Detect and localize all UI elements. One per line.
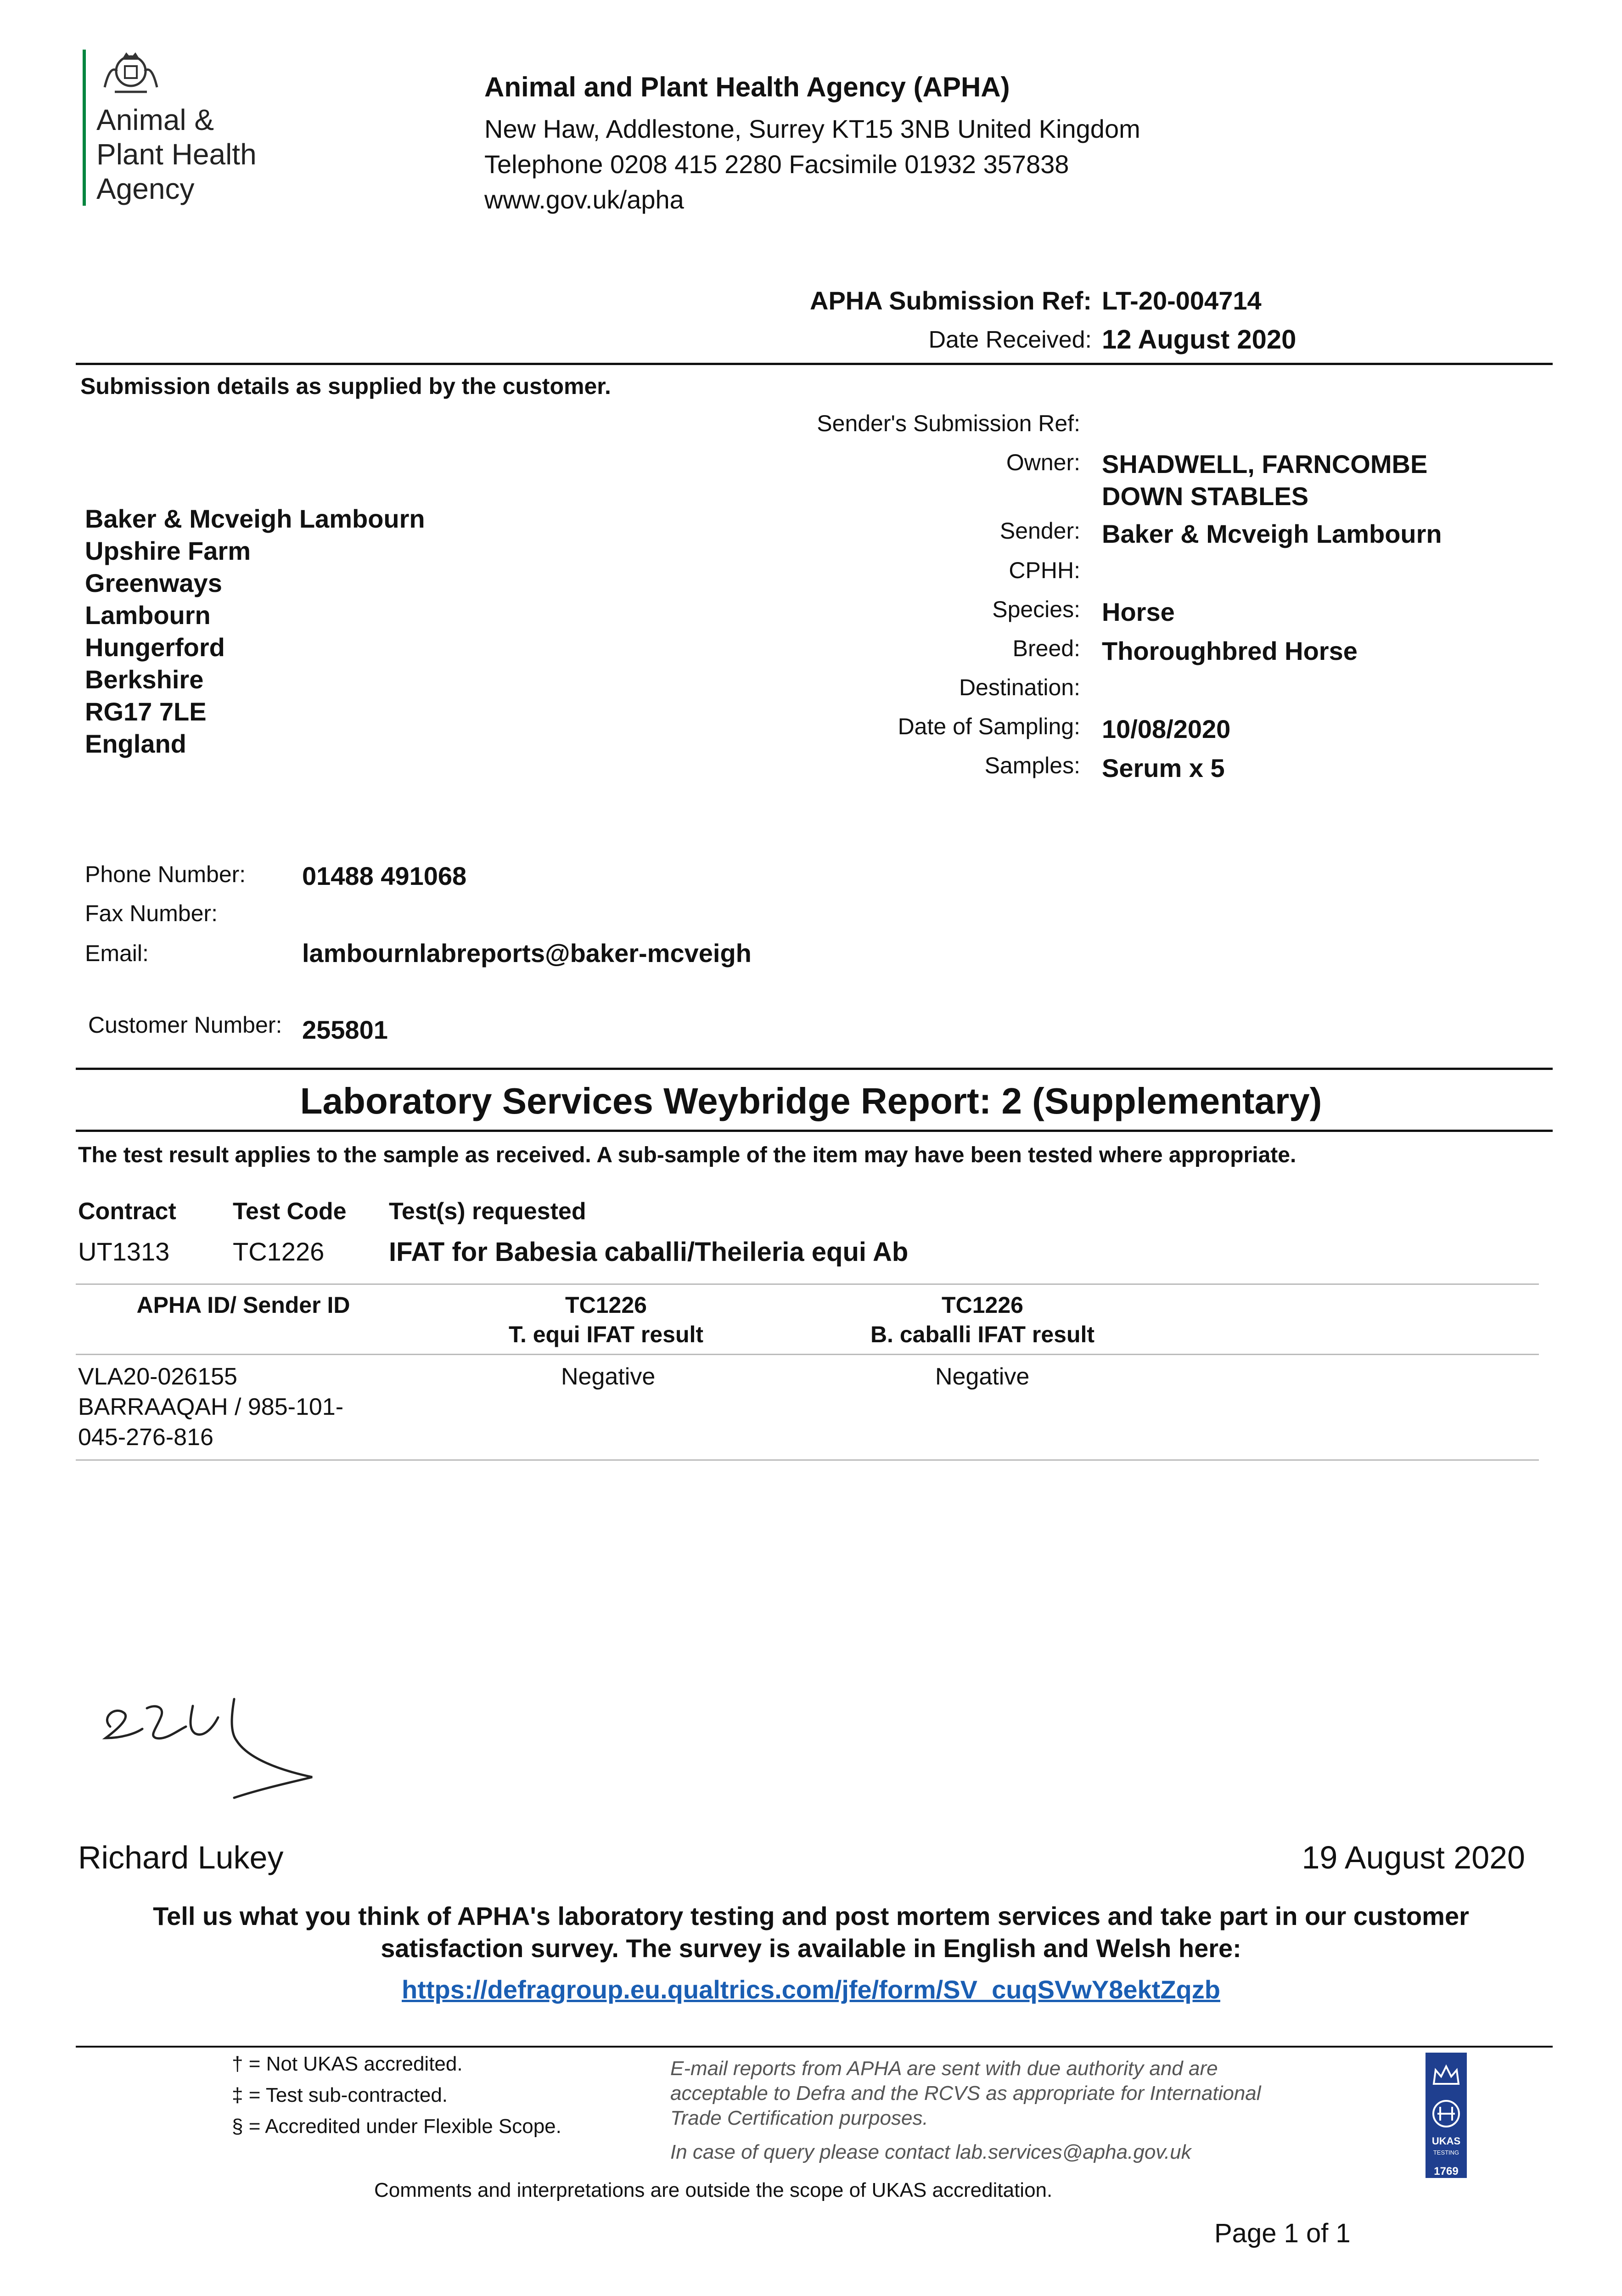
- owner-label: Owner:: [1006, 450, 1080, 475]
- report-bottom-divider: [76, 1130, 1553, 1132]
- legend-flexible-scope: § = Accredited under Flexible Scope.: [232, 2115, 561, 2138]
- details-note: Submission details as supplied by the customer.: [80, 373, 611, 399]
- test-code-header: Test Code: [233, 1198, 347, 1225]
- results-table-top-rule: [76, 1283, 1539, 1285]
- owner-value-line2: DOWN STABLES: [1102, 482, 1309, 511]
- agency-website[interactable]: www.gov.uk/apha: [484, 185, 684, 214]
- senders-ref-label: Sender's Submission Ref:: [817, 411, 1080, 436]
- report-disclaimer: The test result applies to the sample as received. A sub-sample of the item may have been tested where appropriate.: [78, 1143, 1296, 1167]
- address-line: Hungerford: [85, 633, 225, 662]
- email-note-line2: acceptable to Defra and the RCVS as appropriate for International: [670, 2082, 1261, 2105]
- customer-address: [85, 503, 425, 760]
- results-col-id-header: APHA ID/ Sender ID: [136, 1292, 350, 1318]
- address-line: RG17 7LE: [85, 697, 207, 726]
- cphh-label: CPHH:: [1009, 557, 1080, 583]
- address-line: Berkshire: [85, 665, 204, 694]
- contract-header: Contract: [78, 1198, 176, 1225]
- date-received-label: Date Received:: [928, 326, 1092, 353]
- logo-text-line-1: Animal &: [96, 103, 214, 136]
- agency-address: New Haw, Addlestone, Surrey KT15 3NB United Kingdom: [484, 114, 1140, 143]
- species-value: Horse: [1102, 597, 1175, 626]
- results-col-tequi-code: TC1226: [565, 1292, 647, 1318]
- signature-image: [96, 1690, 321, 1809]
- tequi-result: Negative: [561, 1363, 656, 1390]
- sender-label: Sender:: [999, 518, 1080, 544]
- ukas-number: 1769: [1426, 2165, 1467, 2178]
- report-top-divider: [76, 1068, 1553, 1070]
- address-line: Greenways: [85, 568, 222, 597]
- species-label: Species:: [992, 597, 1080, 622]
- email-note-line3: Trade Certification purposes.: [670, 2107, 928, 2129]
- sample-id-line2: BARRAAQAH / 985-101-: [78, 1394, 344, 1420]
- phone-value: 01488 491068: [302, 861, 467, 890]
- survey-link-wrap: [0, 1975, 1622, 2004]
- logo-text-line-2: Plant Health: [96, 138, 257, 171]
- ukas-badge: [1426, 2053, 1467, 2177]
- owner-value-line1: SHADWELL, FARNCOMBE: [1102, 450, 1428, 478]
- phone-label: Phone Number:: [85, 861, 246, 887]
- customer-number-label: Customer Number:: [88, 1012, 282, 1038]
- results-col-tequi-name: T. equi IFAT result: [508, 1322, 704, 1347]
- agency-title: Animal and Plant Health Agency (APHA): [484, 72, 1010, 102]
- tests-requested-header: Test(s) requested: [389, 1198, 586, 1225]
- customer-number-value: 255801: [302, 1015, 388, 1044]
- agency-contact: Telephone 0208 415 2280 Facsimile 01932 357838: [484, 150, 1069, 179]
- ukas-tick-icon: [1431, 2099, 1461, 2129]
- table-row: [78, 1362, 343, 1452]
- results-header-rule: [76, 1354, 1539, 1355]
- contract-value: UT1313: [78, 1237, 170, 1266]
- sampling-date-label: Date of Sampling:: [898, 714, 1080, 739]
- page-number: Page 1 of 1: [1214, 2218, 1351, 2248]
- address-line: Baker & Mcveigh Lambourn: [85, 504, 425, 533]
- submission-ref-label: APHA Submission Ref:: [810, 286, 1092, 315]
- legend-subcontracted: ‡ = Test sub-contracted.: [232, 2084, 448, 2106]
- ukas-crown-icon: [1429, 2061, 1463, 2088]
- email-value[interactable]: lambournlabreports@baker-mcveigh: [302, 939, 752, 968]
- address-line: Upshire Farm: [85, 536, 251, 565]
- breed-label: Breed:: [1012, 636, 1080, 661]
- email-note-line1: E-mail reports from APHA are sent with due authority and are: [670, 2057, 1218, 2080]
- report-title: Laboratory Services Weybridge Report: 2 (Supplementary): [300, 1080, 1322, 1121]
- survey-line2: satisfaction survey. The survey is available in English and Welsh here:: [381, 1934, 1241, 1963]
- results-col-bcaballi-code: TC1226: [942, 1292, 1023, 1318]
- sampling-date-value: 10/08/2020: [1102, 715, 1231, 743]
- header-divider: [76, 363, 1553, 365]
- sender-value: Baker & Mcveigh Lambourn: [1102, 519, 1442, 548]
- survey-line1: Tell us what you think of APHA's laboratory testing and post mortem services and take part in our customer: [153, 1902, 1469, 1930]
- breed-value: Thoroughbred Horse: [1102, 636, 1358, 665]
- results-table-bottom-rule: [76, 1459, 1539, 1461]
- address-line: Lambourn: [85, 601, 211, 630]
- samples-label: Samples:: [984, 753, 1080, 778]
- results-col-bcaballi-name: B. caballi IFAT result: [870, 1322, 1095, 1347]
- query-note: In case of query please contact lab.services@apha.gov.uk: [670, 2141, 1191, 2163]
- signatory-name: Richard Lukey: [78, 1840, 284, 1875]
- samples-value: Serum x 5: [1102, 754, 1225, 782]
- ukas-label: UKAS: [1431, 2135, 1461, 2147]
- tests-requested-value: IFAT for Babesia caballi/Theileria equi Ab: [389, 1237, 909, 1267]
- sample-id-line1: VLA20-026155: [78, 1363, 237, 1390]
- date-received-value: 12 August 2020: [1102, 325, 1296, 355]
- survey-link[interactable]: https://defragroup.eu.qualtrics.com/jfe/form/SV_cuqSVwY8ektZqzb: [402, 1975, 1220, 2004]
- logo-text-line-3: Agency: [96, 172, 195, 205]
- submission-ref-value: LT-20-004714: [1102, 286, 1262, 315]
- bcaballi-result: Negative: [935, 1363, 1030, 1390]
- sample-id-line3: 045-276-816: [78, 1424, 213, 1451]
- legend-not-ukas: † = Not UKAS accredited.: [232, 2053, 463, 2075]
- test-code-value: TC1226: [233, 1237, 325, 1266]
- logo-accent-bar: [83, 50, 86, 206]
- signature-date: 19 August 2020: [1302, 1840, 1525, 1875]
- address-line: England: [85, 729, 186, 758]
- fax-label: Fax Number:: [85, 900, 218, 926]
- destination-label: Destination:: [959, 675, 1080, 700]
- ukas-sub-label: TESTING: [1433, 2149, 1459, 2156]
- ukas-scope-comment: Comments and interpretations are outside the scope of UKAS accreditation.: [374, 2179, 1053, 2201]
- email-label: Email:: [85, 940, 149, 966]
- footer-divider: [76, 2046, 1553, 2048]
- royal-crest-icon: [96, 46, 165, 96]
